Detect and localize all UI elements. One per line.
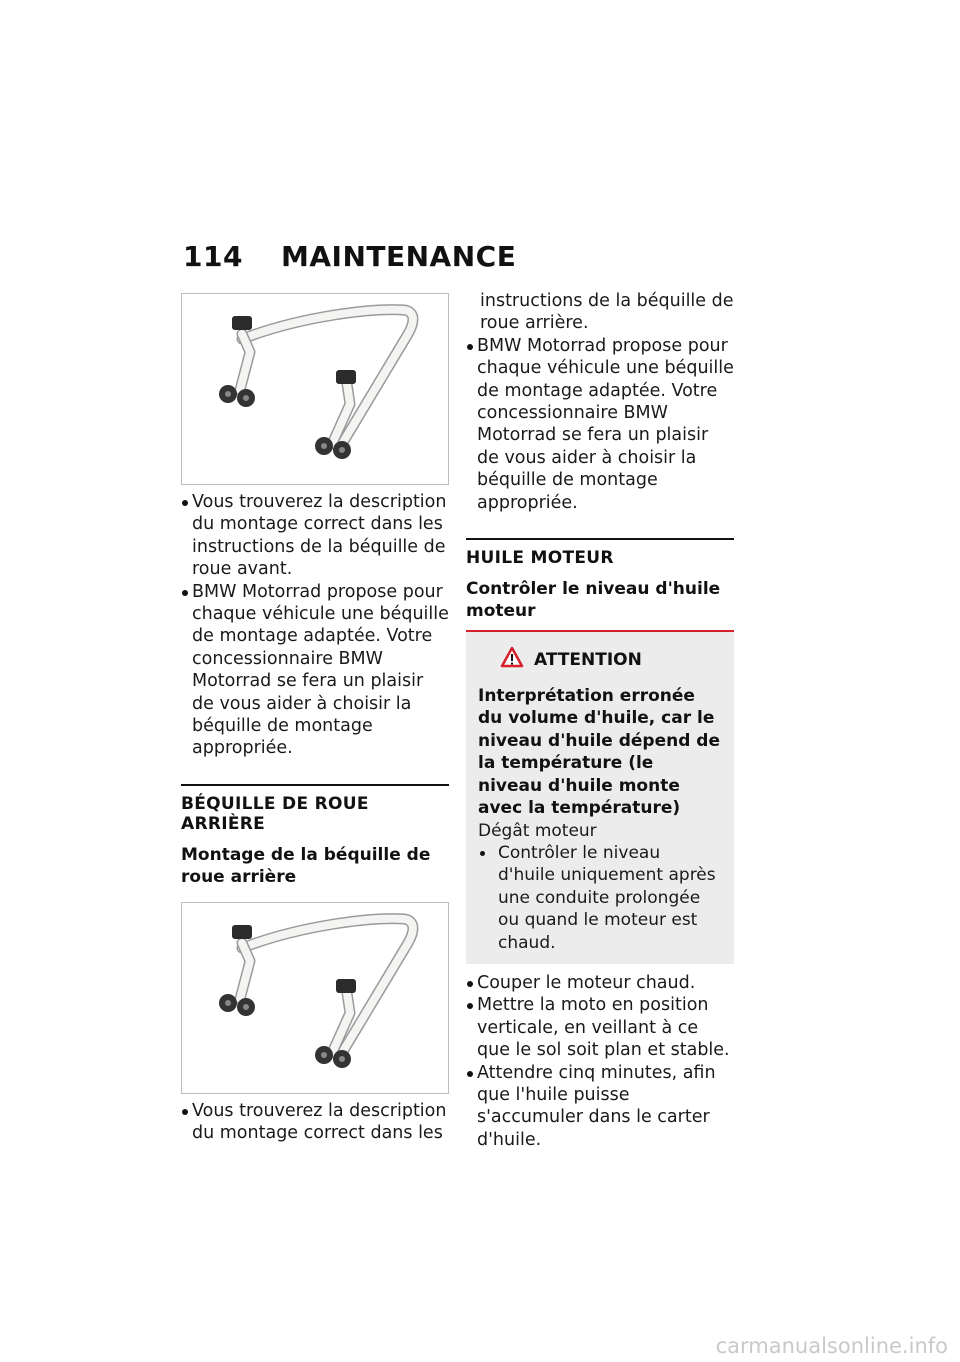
section-title-engine-oil: HUILE MOTEUR	[466, 538, 734, 568]
warning-title: ATTENTION	[534, 649, 642, 670]
section-title-rear-stand: BÉQUILLE DE ROUE ARRIÈRE	[181, 784, 449, 834]
warning-hazard: Interprétation erronée du volume d'huile, car le niveau d'huile dépend de la température (le niveau d'huile monte avec la température)	[478, 686, 721, 819]
page-header	[183, 240, 516, 273]
page-number: 114	[183, 240, 243, 273]
rear-stand-figure-1	[181, 293, 449, 485]
figure1-bullet-list	[181, 491, 449, 760]
rear-stand-illustration	[182, 294, 448, 484]
continued-bullet-list	[466, 290, 734, 514]
subheading-check-oil-level: Contrôler le niveau d'huile moteur	[466, 579, 721, 622]
warning-triangle-icon	[500, 646, 524, 673]
subheading-rear-stand-mounting: Montage de la béquille de roue arrière	[181, 844, 431, 887]
warning-measures	[478, 842, 722, 954]
warning-header	[500, 646, 722, 673]
list-item: Attendre cinq minutes, afin que l'huile puisse s'accumuler dans le carter d'huile.	[466, 1062, 734, 1152]
list-item: Contrôler le niveau d'huile uniquement après une conduite prolongée ou quand le moteur est chaud.	[478, 842, 722, 954]
right-column	[466, 290, 734, 1151]
list-item: Couper le moteur chaud.	[466, 972, 734, 994]
rear-stand-illustration	[182, 903, 448, 1093]
figure2-bullet-list	[181, 1100, 449, 1145]
procedure-steps	[466, 972, 734, 1151]
left-column	[181, 293, 449, 1145]
list-item: BMW Motorrad propose pour chaque véhicule une béquille de montage adaptée. Votre concessionnaire BMW Motorrad se fera un plaisir de vous aider à choisir la béquille de montage appropriée.	[181, 581, 449, 760]
list-item: Vous trouverez la description du montage correct dans les instructions de la béquille de roue avant.	[181, 491, 449, 581]
chapter-title: MAINTENANCE	[281, 240, 517, 273]
list-item: Vous trouverez la description du montage correct dans les	[181, 1100, 449, 1145]
site-watermark: carmanualsonline.info	[715, 1334, 948, 1358]
warning-box	[466, 630, 734, 964]
rear-stand-figure-2	[181, 902, 449, 1094]
list-item: BMW Motorrad propose pour chaque véhicule une béquille de montage adaptée. Votre concessionnaire BMW Motorrad se fera un plaisir de vous aider à choisir la béquille de montage appropriée.	[466, 335, 734, 514]
list-item: Mettre la moto en position verticale, en veillant à ce que le sol soit plan et stable.	[466, 994, 734, 1061]
warning-consequence: Dégât moteur	[478, 820, 597, 841]
list-item: instructions de la béquille de roue arrière.	[480, 291, 734, 334]
